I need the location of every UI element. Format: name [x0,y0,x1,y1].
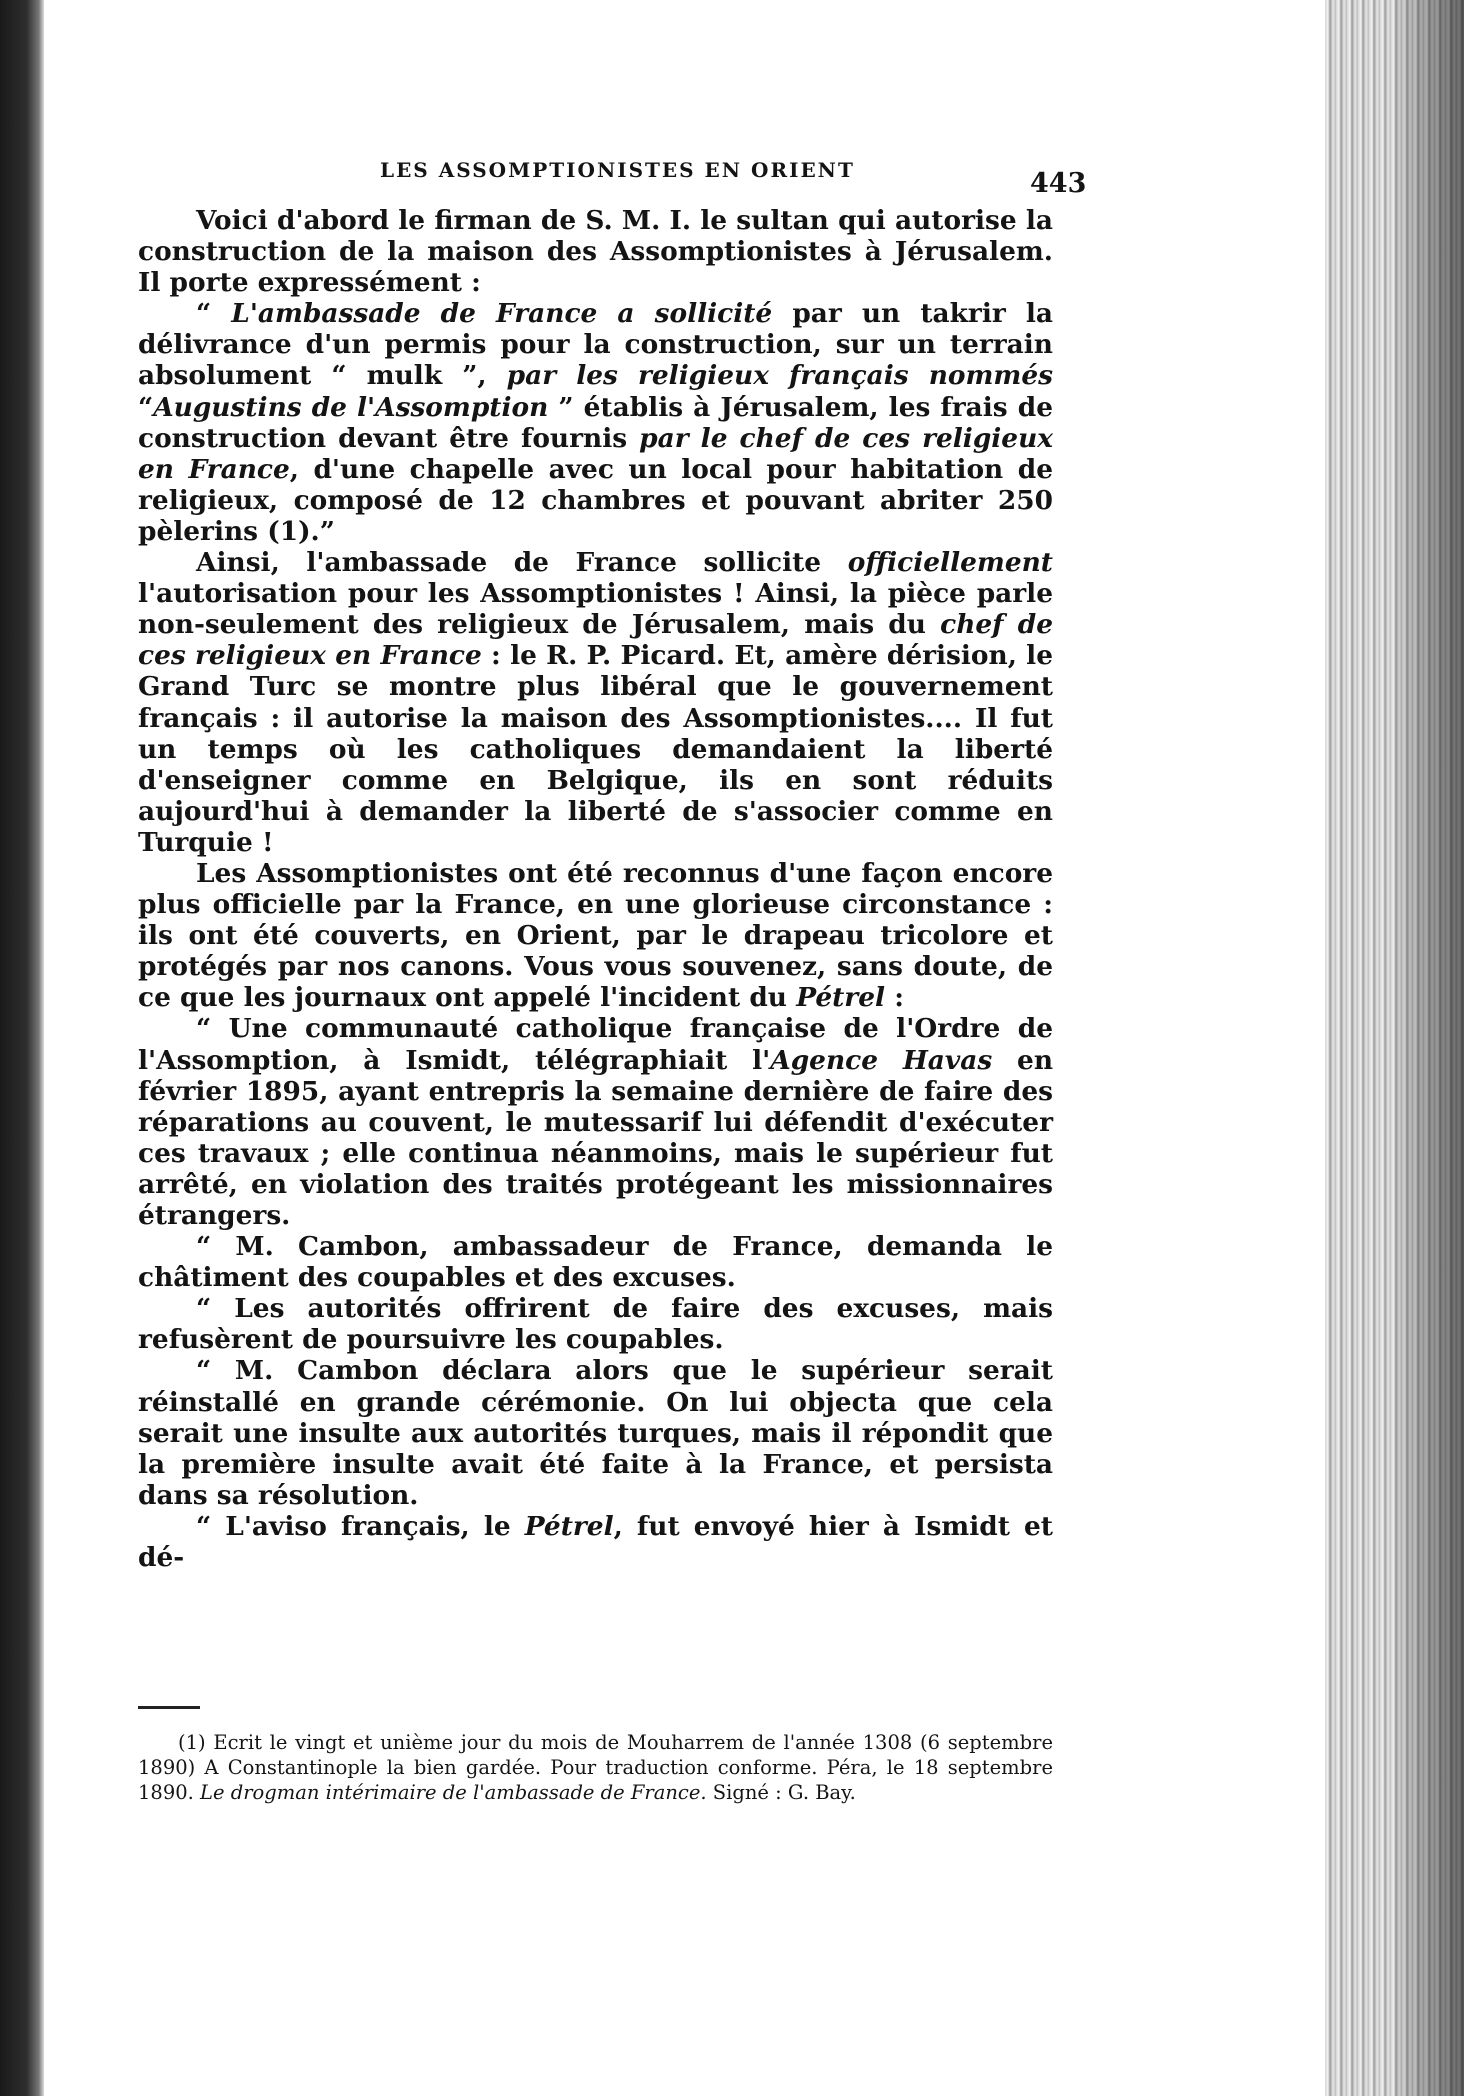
paragraph-4: Les Assomptionistes ont été reconnus d'une façon encore plus officielle par la France, en une glorieuse circonstance : ils ont été couverts, en Orient, par le drapeau tricolore et protégés par nos canons. Vous vous souvenez, sans doute, de ce que les journaux ont appelé l'incident du Pétrel : [138,857,1053,1014]
paragraph-2-firman-quote: “ L'ambassade de France a sollicité par un takrir la délivrance d'un permis pour la construction, sur un terrain absolument “ mulk ”, par les religieux français nommés “Augustins de l'Assomption ” établis à Jérusalem, les frais de construction devant être fournis par le chef de ces religieux en France, d'une chapelle avec un local pour habitation de religieux, composé de 12 chambres et pouvant abriter 250 pèlerins (1).” [138,298,1054,547]
main-text [138,205,1053,1573]
paragraph-9: “ L'aviso français, le Pétrel, fut envoyé hier à Ismidt et dé- [138,1510,1053,1574]
book-gutter-shadow [0,0,44,2096]
footnote-1: (1) Ecrit le vingt et unième jour du mois de Mouharrem de l'année 1308 (6 septembre 1890) A Constantinople la bien gardée. Pour traduction conforme. Péra, le 18 septembre 1890. Le drogman intérimaire de l'ambassade de France. Signé : G. Bay. [138,1731,1053,1804]
footnote [138,1730,1053,1805]
page-number: 443 [1030,168,1087,199]
book-page-edges [1325,0,1464,2096]
paragraph-7: “ Les autorités offrirent de faire des excuses, mais refusèrent de poursuivre les coupables. [138,1293,1053,1356]
paragraph-1: Voici d'abord le firman de S. M. I. le sultan qui autorise la construction de la maison des Assomptionistes à Jérusalem. Il porte expressément : [138,205,1053,299]
paragraph-8: “ M. Cambon déclara alors que le supérieur serait réinstallé en grande cérémonie. On lui objecta que cela serait une insulte aux autorités turques, mais il répondit que la première insulte avait été faite à la France, et persista dans sa résolution. [138,1355,1053,1511]
footnote-rule [138,1706,200,1709]
paragraph-3: Ainsi, l'ambassade de France sollicite officiellement l'autorisation pour les Assomptionistes ! Ainsi, la pièce parle non-seulement des religieux de Jérusalem, mais du chef de ces religieux en France : le R. P. Picard. Et, amère dérision, le Grand Turc se montre plus libéral que le gouvernement français : il autorise la maison des Assomptionistes.... Il fut un temps où les catholiques demandaient la liberté d'enseigner comme en Belgique, ils en sont réduits aujourd'hui à demander la liberté de s'associer comme en Turquie ! [138,547,1053,858]
paragraph-6: “ M. Cambon, ambassadeur de France, demanda le châtiment des coupables et des excuses. [138,1231,1053,1294]
paragraph-5: “ Une communauté catholique française de l'Ordre de l'Assomption, à Ismidt, télégraphiait l'Agence Havas en février 1895, ayant entrepris la semaine dernière de faire des réparations au couvent, le mutessarif lui défendit d'exécuter ces travaux ; elle continua néanmoins, mais le supérieur fut arrêté, en violation des traités protégeant les missionnaires étrangers. [138,1013,1054,1231]
running-head: LES ASSOMPTIONISTES EN ORIENT [380,158,855,182]
